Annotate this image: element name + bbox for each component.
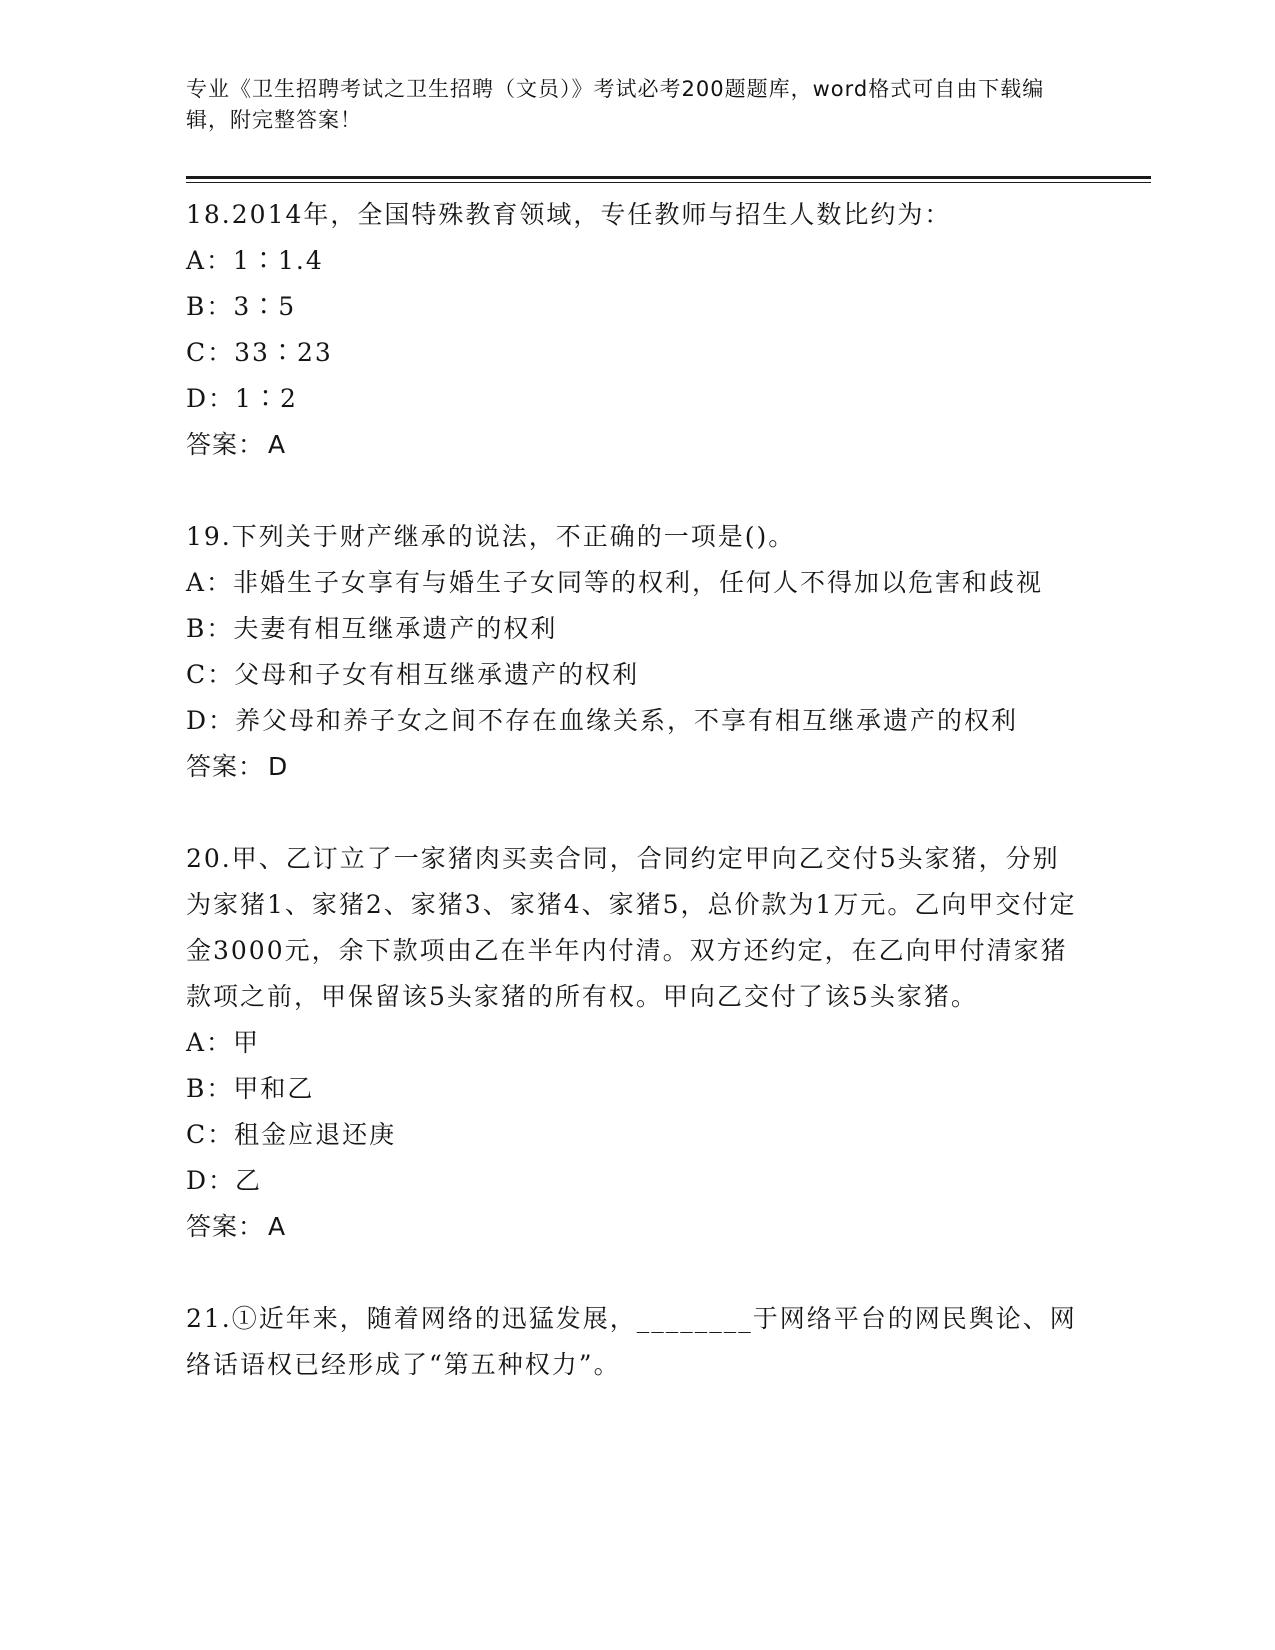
- answer-label: 答案：: [186, 430, 265, 459]
- option-c: C：父母和子女有相互继承遗产的权利: [186, 660, 640, 689]
- answer-label: 答案：: [186, 1212, 265, 1241]
- option-c: C：租金应退还庚: [186, 1120, 397, 1149]
- question-stem: 18.2014年，全国特殊教育领域，专任教师与招生人数比约为：: [186, 200, 952, 229]
- question-stem: 19.下列关于财产继承的说法，不正确的一项是()。: [186, 522, 796, 551]
- question-list: [186, 192, 1086, 1434]
- question-19: [186, 514, 1086, 790]
- header-divider-thin: [186, 182, 1151, 183]
- option-a: A：非婚生子女享有与婚生子女同等的权利，任何人不得加以危害和歧视: [186, 568, 1044, 597]
- question-stem: 21.①近年来，随着网络的迅猛发展，________于网络平台的网民舆论、网络话语权已经形成了“第五种权力”。: [186, 1304, 1077, 1379]
- answer-label: 答案：: [186, 752, 265, 781]
- option-c: C：33∶23: [186, 338, 333, 367]
- option-a: A：1∶1.4: [186, 246, 324, 275]
- option-a: A：甲: [186, 1028, 261, 1057]
- option-b: B：甲和乙: [186, 1074, 315, 1103]
- question-18: [186, 192, 1086, 468]
- document-header: 专业《卫生招聘考试之卫生招聘（文员）》考试必考200题题库，word格式可自由下载编辑，附完整答案！: [186, 77, 1045, 132]
- option-d: D：1∶2: [186, 384, 298, 413]
- question-stem: 20.甲、乙订立了一家猪肉买卖合同，合同约定甲向乙交付5头家猪，分别为家猪1、家猪2、家猪3、家猪4、家猪5，总价款为1万元。乙向甲交付定金3000元，余下款项由乙在半年内付清。双方还约定，在乙向甲付清家猪款项之前，甲保留该5头家猪的所有权。甲向乙交付了该5头家猪。: [186, 844, 1077, 1011]
- option-b: B：夫妻有相互继承遗产的权利: [186, 614, 558, 643]
- answer-value: D: [268, 752, 289, 781]
- question-21: [186, 1296, 1086, 1388]
- answer-line: [186, 1204, 1086, 1250]
- answer-value: A: [268, 430, 287, 459]
- option-b: B：3∶5: [186, 292, 297, 321]
- option-d: D：乙: [186, 1166, 263, 1195]
- answer-line: [186, 422, 1086, 468]
- question-20: [186, 836, 1086, 1250]
- answer-value: A: [268, 1212, 287, 1241]
- header-divider-thick: [186, 176, 1151, 179]
- answer-line: [186, 744, 1086, 790]
- option-d: D：养父母和养子女之间不存在血缘关系，不享有相互继承遗产的权利: [186, 706, 1019, 735]
